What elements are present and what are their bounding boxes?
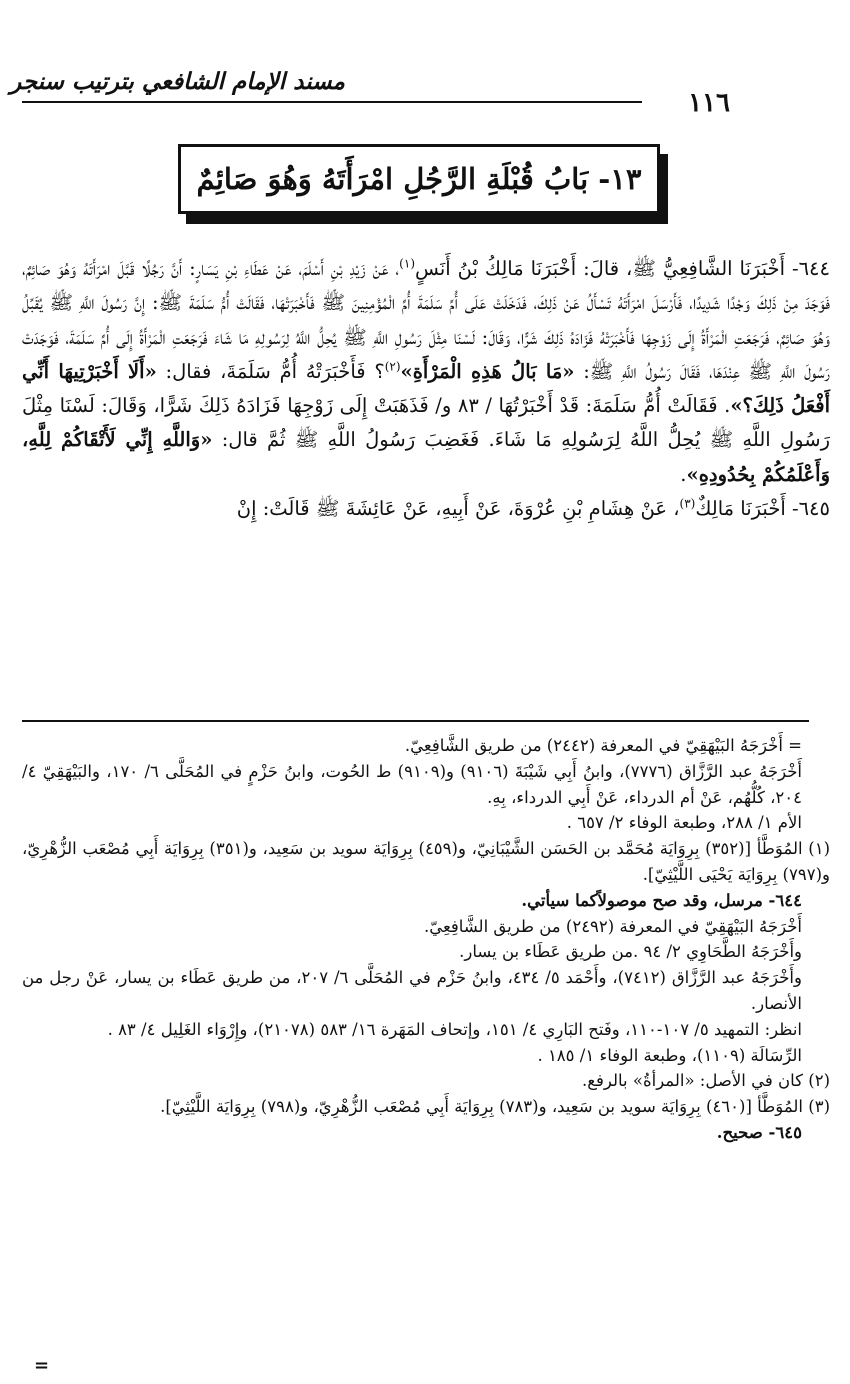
hadith-644-isnad: ٦٤٤- أَخْبَرَنَا الشَّافِعِيُّ ﷺ، قالَ: أَخْبَرَنَا مَالِكُ بْنُ أَنَسٍ <box>415 257 830 280</box>
hadith-645-isnad: ٦٤٥- أَخْبَرَنَا مَالِكٌ <box>695 497 830 521</box>
chapter-title: ١٣- بَابُ قُبْلَةِ الرَّجُلِ امْرَأَتَهُ وَهُوَ صَائِمٌ <box>196 162 642 196</box>
footnote-line: انظر: التمهيد ٥/ ١٠٧-١١٠، وفَتح البَارِي ٤/ ١٥١، وإتحاف المَهَرة ١٦/ ٥٨٣ (٢١٠٧٨)، وإِرْوَاء الغَلِيل ٤/ ٨٣ . <box>107 1019 802 1039</box>
chapter-heading-box <box>178 144 665 220</box>
main-text <box>22 252 830 526</box>
continuation-mark: = <box>34 1355 50 1376</box>
footnote-continuation: الأم ١/ ٢٨٨، وطبعة الوفاء ٢/ ٦٥٧ . <box>566 813 802 833</box>
footnote-2 <box>22 1068 830 1094</box>
footnote-number: (٣) <box>808 1097 830 1117</box>
footnote-continuation: = أَخْرَجَهُ البَيْهَقِيّ في المعرفة (٢٤٤٢) من طريق الشَّافِعِيّ. <box>404 736 802 755</box>
prophet-saying-1: «مَا بَالُ هَذِهِ الْمَرْأَةِ» <box>400 359 575 383</box>
footnote-line: وأَخْرَجَهُ عبد الرَّزَّاق (٧٤١٢)، وأَحْمَد ٥/ ٤٣٤، وابنُ حَزْم في المُحَلَّى ٦/ ٢٠٧، من طريق عَطَاء بن يسار، عَنْ رجل من الأنصار. <box>22 968 802 1013</box>
hadith-644-text-3: . فَقَالَتْ أُمُّ سَلَمَةَ: قَدْ أَخْبَرْتُهَا / ٨٣ و/ فَذَهَبَتْ إِلَى زَوْجِهَا فَزَادَهُ ذَلِكَ شَرًّا، وَقَالَ: لَسْنَا مِثْلَ رَسُولِ اللَّهِ ﷺ يُحِلُّ اللَّهُ لِرَسُولِهِ مَا شَاءَ. فَغَضِبَ رَسُولُ اللَّهِ ﷺ ثُمَّ قال: <box>22 394 830 452</box>
footnote-ref-2: (٢) <box>384 359 401 374</box>
hadith-644-text-2: ؟ فَأَخْبَرَتْهُ أُمُّ سَلَمَةَ، فقال: <box>165 359 385 383</box>
footnote-line: الرِّسَالَة (١١٠٩)، وطبعة الوفاء ١/ ١٨٥ . <box>537 1045 802 1065</box>
footnote-3 <box>22 1094 830 1120</box>
footnote-text: كان في الأصل: «المرأةُ» بالرفع. <box>581 1071 803 1091</box>
footnote-ref-1: (١) <box>399 256 415 271</box>
footnote-continuation: أَخْرَجَهُ عبد الرَّزَّاق (٧٧٧٦)، وابنُ أَبِي شَيْبَةَ (٩١٠٦) و(٩١٠٩) ط الحُوت، وابنُ حَزْمٍ في المُحَلَّى ٦/ ١٧٠، والبَيْهَقِيّ ٤/ ٢٠٤، كُلُّهُم، عَنْ أم الدرداء، عَنْ أَبِي الدرداء، بِهِ. <box>22 761 802 807</box>
footnote-number: (٢) <box>808 1071 830 1091</box>
running-title: مسند الإمام الشافعي بترتيب سنجر <box>10 68 345 95</box>
page-number: ١١٦ <box>688 88 730 118</box>
footnotes <box>22 733 830 1146</box>
hadith-645-text: ، عَنْ هِشَامِ بْنِ عُرْوَةَ، عَنْ أَبِيهِ، عَنْ عَائِشَةَ ﷺ قَالَتْ: إِنْ <box>236 497 680 521</box>
footnote-text: المُوَطَّأ [(٣٥٢) بِرِوَايَة مُحَمَّد بن الحَسَن الشَّيْبَانِيّ، و(٤٥٩) بِرِوَايَة سويد بن سَعِيد، و(٣٥١) بِرِوَايَة أَبِي مُصْعَب الزُّهْرِيّ، و(٧٩٧) بِرِوَايَة يَحْيَى اللَّيْثِيّ]. <box>22 839 830 884</box>
footnote-line: وأَخْرَجَهُ الطَّحَاوِي ٢/ ٩٤ .من طريق عَطَاء بن يسار. <box>459 942 802 962</box>
hadith-644-end: . <box>680 462 687 486</box>
footnote-separator <box>22 720 809 722</box>
hadith-644 <box>22 252 830 492</box>
hadith-645 <box>22 492 830 526</box>
footnote-1 <box>22 836 830 888</box>
prophet-saying-3: «وَاللَّهِ إِنِّي لَأَتْقَاكُمْ لِلَّهِ، وَأَعْلَمُكُمْ بِحُدُودِهِ» <box>22 428 830 486</box>
footnote-line: أَخْرَجَهُ البَيْهَقِيّ في المعرفة (٢٤٩٢) من طريق الشَّافِعِيّ. <box>423 916 802 936</box>
prophet-saying-2: «أَلَا أَخْبَرْتِيهَا أَنِّي أَفْعَلُ ذَلِكَ؟» <box>22 359 830 418</box>
footnote-ref-3: (٣) <box>679 496 696 511</box>
chapter-box-frame <box>178 144 660 214</box>
footnote-text: المُوَطَّأ [(٤٦٠) بِرِوَايَة سويد بن سَعِيد، و(٧٨٣) بِرِوَايَة أَبِي مُصْعَب الزُّهْرِيّ، و(٧٩٨) بِرِوَايَة اللَّيْثِيّ]. <box>160 1097 803 1117</box>
header-rule <box>22 101 642 103</box>
footnote-hadith-grade: ٦٤٥- صحيح. <box>716 1122 802 1142</box>
footnote-number: (١) <box>808 839 830 859</box>
footnote-hadith-grade: ٦٤٤- مرسل، وقد صح موصولاًكما سيأتي. <box>521 890 802 910</box>
hadith-644-text: ، عَنْ زَيْدِ بْنِ أَسْلَمَ، عَنْ عَطَاءِ بْنِ يَسَارٍ: أَنَّ رَجُلًا قَبَّلَ امْرَأَتَهُ وَهُوَ صَائِمٌ، فَوَجَدَ مِنْ ذَلِكَ وَجْدًا شَدِيدًا، فَأَرْسَلَ امْرَأَتَهُ تَسْأَلُ عَنْ ذَلِكَ، فَدَخَلَتْ عَلَى أُمِّ سَلَمَةَ أُمِّ الْمُؤْمِنِينَ ﷺ فَأَخْبَرَتْهَا، فَقَالَتْ أُمُّ سَلَمَةَ ﷺ: إِنَّ رَسُولَ اللَّهِ ﷺ يُقَبِّلُ وَهُوَ صَائِمٌ، فَرَجَعَتِ الْمَرْأَةُ إِلَى زَوْجِهَا فَأَخْبَرَتْهُ فَزَادَهُ ذَلِكَ شَرًّا، وَقَالَ: لَسْنَا مِثْلَ رَسُولِ اللَّهِ ﷺ يُحِلُّ اللَّهُ لِرَسُولِهِ مَا شَاءَ فَرَجَعَتِ الْمَرْأَةُ إِلَى أُمِّ سَلَمَةَ، فَوَجَدَتْ رَسُولَ اللَّهِ ﷺ عِنْدَهَا، فَقَالَ رَسُولُ اللَّهِ ﷺ: <box>22 257 830 383</box>
